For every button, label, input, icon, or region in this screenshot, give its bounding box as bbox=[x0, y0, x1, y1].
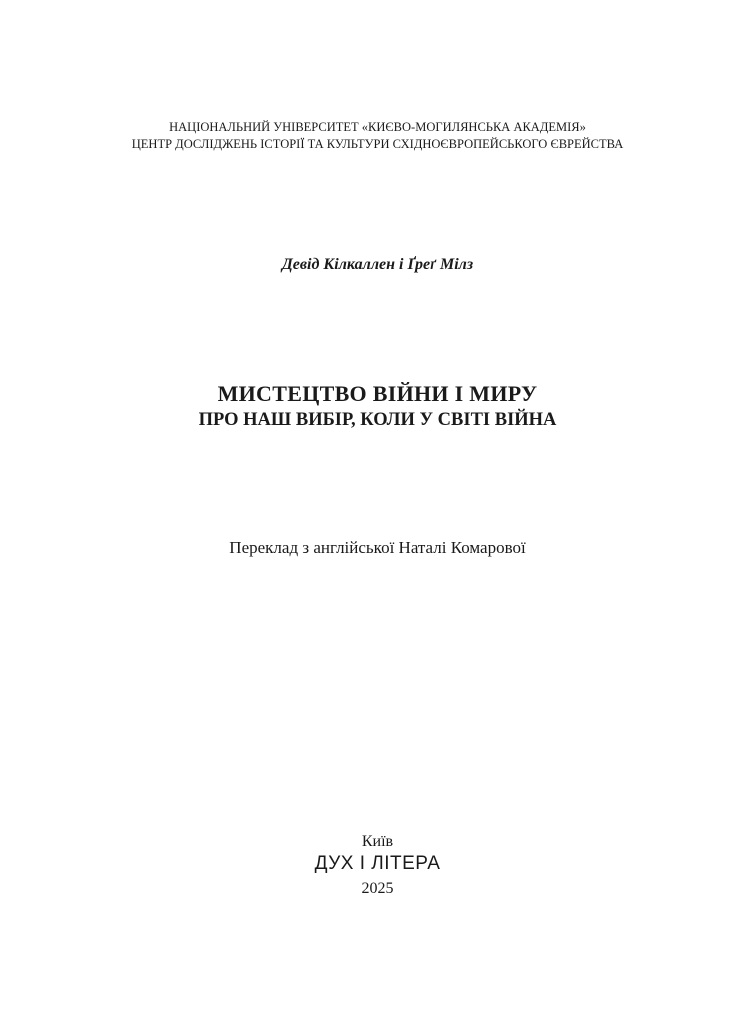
book-authors: Девід Кілкаллен і Ґреґ Мілз bbox=[281, 256, 474, 273]
institution-block bbox=[0, 119, 755, 153]
imprint-year: 2025 bbox=[361, 880, 394, 897]
imprint-publisher: ДУХ І ЛІТЕРА bbox=[314, 853, 441, 874]
book-title: МИСТЕЦТВО ВІЙНИ І МИРУ bbox=[217, 381, 538, 406]
institution-name: НАЦІОНАЛЬНИЙ УНІВЕРСИТЕТ «КИЄВО-МОГИЛЯНСЬКА АКАДЕМІЯ» bbox=[169, 120, 586, 134]
research-center-name: ЦЕНТР ДОСЛІДЖЕНЬ ІСТОРІЇ ТА КУЛЬТУРИ СХІДНОЄВРОПЕЙСЬКОГО ЄВРЕЙСТВА bbox=[131, 137, 624, 151]
translator-credit: Переклад з англійської Наталі Комарової bbox=[229, 538, 526, 557]
book-subtitle: ПРО НАШ ВИБІР, КОЛИ У СВІТІ ВІЙНА bbox=[198, 410, 557, 430]
imprint-city: Київ bbox=[361, 833, 394, 850]
